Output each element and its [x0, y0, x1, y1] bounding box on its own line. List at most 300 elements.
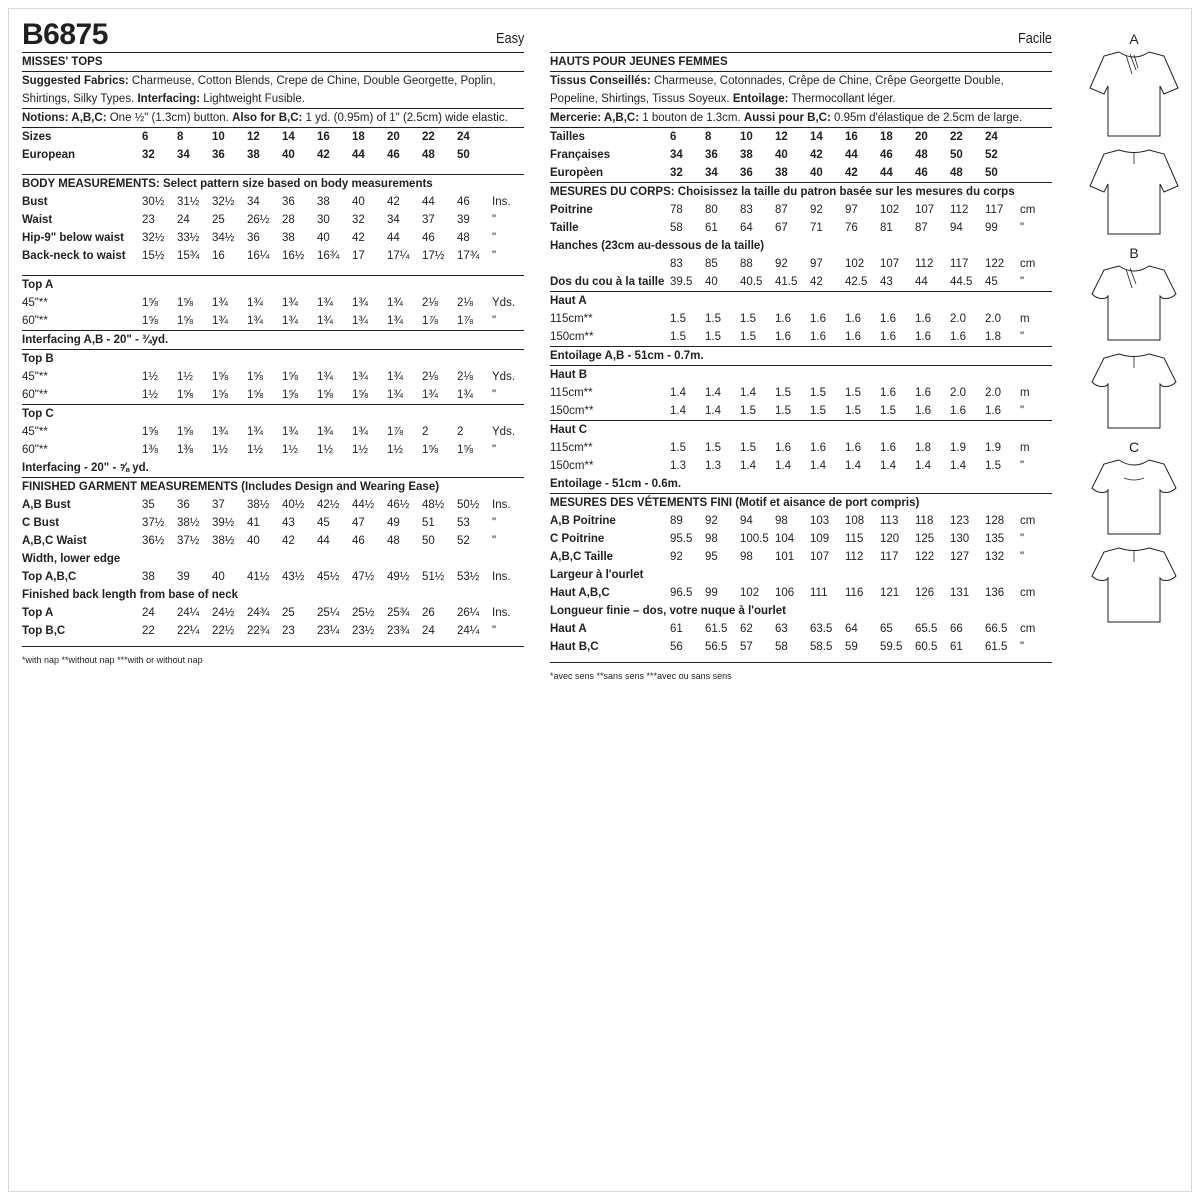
table-cell: 87: [915, 222, 928, 234]
table-cell: 1.6: [880, 387, 896, 399]
table-cell: 28: [282, 214, 295, 226]
row-label: 150cm**: [550, 405, 594, 417]
row-label: A,B Poitrine: [550, 515, 616, 527]
table-cell: 53: [457, 517, 470, 529]
unit-label: ": [1020, 222, 1025, 234]
table-cell: 25¼: [317, 607, 340, 619]
table-row: [550, 548, 1052, 566]
table-row: [22, 211, 524, 229]
table-row: [22, 604, 524, 622]
table-cell: 1½: [247, 444, 263, 456]
row-label: 60"**: [22, 389, 48, 401]
table-cell: 1.6: [845, 313, 861, 325]
hips-label-fr: Hanches (23cm au-dessous de la taille): [550, 240, 765, 252]
row-label: 150cm**: [550, 331, 594, 343]
table-cell: 98: [705, 533, 718, 545]
table-cell: 1¾: [317, 426, 333, 438]
table-cell: 26¼: [457, 607, 480, 619]
top-a-rows: [22, 294, 524, 330]
row-label: Poitrine: [550, 204, 593, 216]
table-cell: 2: [422, 426, 429, 438]
table-cell: 1¾: [352, 371, 368, 383]
unit-label: Ins.: [492, 499, 511, 511]
table-cell: 1.9: [985, 442, 1001, 454]
row-label: Taille: [550, 222, 579, 234]
table-cell: 25: [282, 607, 295, 619]
table-cell: 58: [775, 641, 788, 653]
table-cell: 14: [810, 131, 823, 143]
table-cell: 24: [457, 131, 470, 143]
table-cell: 25½: [352, 607, 375, 619]
table-cell: 34: [387, 214, 400, 226]
table-cell: 6: [142, 131, 149, 143]
table-cell: 60.5: [915, 641, 938, 653]
table-cell: 61: [950, 641, 963, 653]
table-cell: 50: [422, 535, 435, 547]
view-c-letter: C: [1128, 439, 1140, 455]
table-cell: 92: [670, 551, 683, 563]
table-cell: 63.5: [810, 623, 833, 635]
table-row: [550, 439, 1052, 457]
table-cell: 1.6: [950, 331, 966, 343]
table-cell: 107: [810, 551, 830, 563]
row-label: Haut A,B,C: [550, 587, 610, 599]
table-cell: 17½: [422, 250, 445, 262]
row-label: Tailles: [550, 131, 585, 143]
table-cell: 46½: [387, 499, 410, 511]
table-cell: 1.5: [670, 331, 686, 343]
table-cell: 59.5: [880, 641, 903, 653]
top-a-front-sketch: [1086, 48, 1182, 140]
table-cell: 40.5: [740, 276, 763, 288]
table-cell: 1⅝: [142, 426, 158, 438]
table-cell: 1.6: [775, 442, 791, 454]
table-cell: 2⅛: [422, 371, 438, 383]
table-cell: 34: [670, 149, 683, 161]
table-cell: 33½: [177, 232, 200, 244]
table-cell: 67: [775, 222, 788, 234]
table-cell: 26½: [247, 214, 270, 226]
footnote-fr: *avec sens **sans sens ***avec ou sans sens: [550, 671, 732, 681]
table-cell: 34½: [212, 232, 235, 244]
table-cell: 38: [317, 196, 330, 208]
table-cell: 1¾: [212, 297, 228, 309]
table-row: [22, 386, 524, 404]
row-label: Bust: [22, 196, 48, 208]
table-cell: 1⅝: [212, 371, 228, 383]
table-cell: 41: [247, 517, 260, 529]
entoilage-ab: Entoilage A,B - 51cm - 0.7m.: [550, 350, 704, 362]
table-cell: 38: [775, 167, 788, 179]
table-cell: 1.5: [810, 387, 826, 399]
table-cell: 1¾: [387, 315, 403, 327]
table-cell: 18: [352, 131, 365, 143]
table-cell: 41.5: [775, 276, 798, 288]
row-label: C Bust: [22, 517, 60, 529]
table-row: [550, 384, 1052, 402]
table-cell: 47: [352, 517, 365, 529]
table-cell: 1¾: [282, 315, 298, 327]
european-row-fr: [550, 164, 1052, 182]
unit-label: ": [1020, 533, 1025, 545]
table-cell: 1⅞: [457, 315, 473, 327]
top-a-back-sketch: [1086, 146, 1182, 238]
table-cell: 1½: [282, 444, 298, 456]
table-cell: 32½: [142, 232, 165, 244]
table-cell: 103: [810, 515, 830, 527]
table-cell: 25: [212, 214, 225, 226]
table-cell: 1.8: [915, 442, 931, 454]
table-cell: 76: [845, 222, 858, 234]
table-cell: 1.5: [985, 460, 1001, 472]
table-cell: 80: [705, 204, 718, 216]
table-row: [22, 496, 524, 514]
table-cell: 1.9: [950, 442, 966, 454]
row-label: 150cm**: [550, 460, 594, 472]
table-cell: 1.6: [810, 331, 826, 343]
table-cell: 87: [775, 204, 788, 216]
table-cell: 1⅝: [352, 389, 368, 401]
table-row: [22, 294, 524, 312]
table-cell: 40: [317, 232, 330, 244]
table-cell: 23: [142, 214, 155, 226]
table-cell: 61.5: [985, 641, 1008, 653]
table-cell: 62: [740, 623, 753, 635]
table-cell: 1⅝: [282, 389, 298, 401]
table-cell: 1½: [142, 371, 158, 383]
table-cell: 44: [915, 276, 928, 288]
table-cell: 102: [880, 204, 900, 216]
table-cell: 40: [212, 571, 225, 583]
sizes-row: [22, 128, 524, 146]
unit-label: cm: [1020, 587, 1036, 599]
table-cell: 12: [247, 131, 260, 143]
row-label: 115cm**: [550, 313, 593, 325]
table-row: [550, 219, 1052, 237]
view-a-letter: A: [1129, 31, 1139, 47]
table-cell: 46: [387, 149, 400, 161]
table-cell: 38: [282, 232, 295, 244]
table-cell: 50: [985, 167, 998, 179]
table-cell: 83: [670, 258, 683, 270]
top-b-front-sketch: [1086, 262, 1182, 344]
table-cell: 135: [985, 533, 1005, 545]
table-cell: 24¾: [247, 607, 270, 619]
table-cell: 1¾: [457, 389, 473, 401]
table-cell: 112: [845, 551, 864, 563]
fabrics-text-fr: Tissus Conseillés: Charmeuse, Cotonnades, Crêpe de Chine, Crêpe Georgette Double, Popeline, Shirtings, Tissus Soyeux. Entoilage: Thermocollant léger.: [550, 75, 1004, 105]
table-cell: 14: [282, 131, 295, 143]
table-cell: 66.5: [985, 623, 1008, 635]
table-cell: 1½: [142, 389, 158, 401]
table-cell: 22½: [212, 625, 235, 637]
table-cell: 42: [810, 276, 823, 288]
table-cell: 118: [915, 515, 934, 527]
table-cell: 1.6: [915, 387, 931, 399]
table-cell: 40: [810, 167, 823, 179]
unit-label: Ins.: [492, 571, 511, 583]
table-cell: 1.5: [845, 405, 861, 417]
table-cell: 18: [880, 131, 893, 143]
table-cell: 104: [775, 533, 795, 545]
table-cell: 42.5: [845, 276, 868, 288]
table-cell: 35: [142, 499, 155, 511]
sizes-row-fr: [550, 128, 1052, 146]
table-cell: 24: [422, 625, 435, 637]
table-cell: 31½: [177, 196, 200, 208]
table-cell: 38: [740, 149, 753, 161]
table-cell: 22: [950, 131, 963, 143]
table-cell: 39: [177, 571, 190, 583]
top-b-title: Top B: [22, 353, 54, 365]
table-cell: 66: [950, 623, 963, 635]
table-cell: 2.0: [985, 387, 1001, 399]
table-cell: 1⅝: [142, 315, 158, 327]
unit-label: Yds.: [492, 297, 516, 309]
table-cell: 48½: [422, 499, 445, 511]
table-cell: 38: [142, 571, 155, 583]
table-cell: 61: [670, 623, 683, 635]
table-row: [22, 247, 524, 265]
table-cell: 1¾: [387, 371, 403, 383]
body-rows-fr: [550, 201, 1052, 237]
table-cell: 2.0: [950, 387, 966, 399]
table-cell: 16½: [282, 250, 305, 262]
table-cell: 24: [177, 214, 190, 226]
table-cell: 32: [352, 214, 365, 226]
table-cell: 47½: [352, 571, 375, 583]
table-cell: 61.5: [705, 623, 728, 635]
table-cell: 15½: [142, 250, 165, 262]
table-cell: 107: [880, 258, 900, 270]
table-row: [22, 229, 524, 247]
table-cell: 1.4: [950, 460, 966, 472]
table-cell: 1.4: [845, 460, 861, 472]
table-row: [22, 441, 524, 459]
table-cell: 32½: [212, 196, 235, 208]
table-cell: 20: [387, 131, 400, 143]
francaises-row: [550, 146, 1052, 164]
table-cell: 44: [880, 167, 893, 179]
table-cell: 1¾: [422, 389, 438, 401]
table-cell: 122: [985, 258, 1005, 270]
unit-label: ": [492, 535, 497, 547]
table-cell: 96.5: [670, 587, 693, 599]
table-cell: 1⅝: [422, 444, 438, 456]
section-title-fr: HAUTS POUR JEUNES FEMMES: [550, 56, 728, 68]
table-cell: 116: [845, 587, 864, 599]
table-cell: 46: [915, 167, 928, 179]
finished-rows-fr: [550, 512, 1052, 566]
body-rows: [22, 193, 524, 265]
table-cell: 106: [775, 587, 795, 599]
interfacing-ab: Interfacing A,B - 20" - ¾yd.: [22, 334, 169, 346]
table-cell: 36: [282, 196, 295, 208]
table-cell: 1½: [212, 444, 228, 456]
row-label: [550, 255, 670, 273]
table-cell: 92: [810, 204, 823, 216]
table-cell: 1¾: [212, 315, 228, 327]
table-cell: 1.5: [740, 313, 756, 325]
unit-label: ": [492, 444, 497, 456]
table-cell: 44: [317, 535, 330, 547]
table-cell: 1⅝: [247, 371, 263, 383]
table-cell: 36: [705, 149, 718, 161]
table-cell: 97: [845, 204, 858, 216]
row-label: Haut A: [550, 623, 587, 635]
table-cell: 48: [422, 149, 435, 161]
table-cell: 1.5: [705, 313, 721, 325]
table-cell: 1.5: [880, 405, 896, 417]
unit-label: cm: [1020, 515, 1036, 527]
hips-row-fr: [550, 255, 1052, 273]
row-label: A,B,C Waist: [22, 535, 87, 547]
row-label: Back-neck to waist: [22, 250, 126, 262]
table-cell: 50: [457, 149, 470, 161]
table-row: [22, 368, 524, 386]
table-cell: 1.5: [740, 331, 756, 343]
unit-label: ": [1020, 331, 1025, 343]
row-label: 60"**: [22, 444, 48, 456]
table-cell: 16: [212, 250, 225, 262]
table-cell: 37: [212, 499, 225, 511]
table-row: [22, 312, 524, 330]
table-cell: 1⅝: [282, 371, 298, 383]
unit-label: m: [1020, 313, 1030, 325]
table-cell: 63: [775, 623, 788, 635]
table-cell: 46: [457, 196, 470, 208]
table-cell: 45½: [317, 571, 340, 583]
table-cell: 42: [317, 149, 330, 161]
table-cell: 1.6: [810, 442, 826, 454]
table-cell: 81: [880, 222, 893, 234]
unit-label: ": [492, 625, 497, 637]
table-cell: 64: [845, 623, 858, 635]
table-cell: 44: [422, 196, 435, 208]
table-cell: 2⅛: [457, 371, 473, 383]
table-cell: 42½: [317, 499, 340, 511]
table-cell: 34: [705, 167, 718, 179]
haut-a-title: Haut A: [550, 295, 587, 307]
table-cell: 71: [810, 222, 823, 234]
table-cell: 26: [422, 607, 435, 619]
table-cell: 113: [880, 515, 899, 527]
table-cell: 1⅞: [387, 426, 403, 438]
table-row: [550, 530, 1052, 548]
table-cell: 131: [950, 587, 970, 599]
table-cell: 108: [845, 515, 865, 527]
table-cell: 1.4: [705, 405, 721, 417]
interfacing-c: Interfacing - 20" - ⅝ yd.: [22, 462, 149, 474]
table-cell: 1¾: [352, 426, 368, 438]
table-cell: 38½: [247, 499, 270, 511]
table-cell: 12: [775, 131, 788, 143]
table-cell: 24: [142, 607, 155, 619]
table-cell: 94: [740, 515, 753, 527]
table-cell: 37: [422, 214, 435, 226]
table-cell: 132: [985, 551, 1005, 563]
unit-label: ": [1020, 405, 1025, 417]
table-cell: 44½: [352, 499, 375, 511]
table-row: [550, 402, 1052, 420]
table-cell: 36: [212, 149, 225, 161]
table-cell: 2⅛: [422, 297, 438, 309]
table-cell: 97: [810, 258, 823, 270]
table-cell: 50½: [457, 499, 480, 511]
table-cell: 2.0: [985, 313, 1001, 325]
table-cell: 44: [387, 232, 400, 244]
table-cell: 40: [282, 149, 295, 161]
top-c-title: Top C: [22, 408, 54, 420]
top-c-back-sketch: [1086, 544, 1182, 626]
table-cell: 111: [810, 587, 828, 599]
table-row: [550, 328, 1052, 346]
table-cell: 23¾: [387, 625, 410, 637]
haut-a-rows: [550, 310, 1052, 346]
row-label: Top B,C: [22, 625, 66, 637]
back-row-fr: [550, 273, 1052, 291]
table-cell: 85: [705, 258, 718, 270]
table-cell: 32: [142, 149, 155, 161]
table-cell: 40: [775, 149, 788, 161]
table-cell: 1¾: [247, 297, 263, 309]
table-cell: 123: [950, 515, 970, 527]
finished-title: FINISHED GARMENT MEASUREMENTS (Includes Design and Wearing Ease): [22, 481, 440, 493]
unit-label: Yds.: [492, 371, 516, 383]
table-cell: 83: [740, 204, 753, 216]
table-cell: 1¾: [282, 297, 298, 309]
table-cell: 57: [740, 641, 753, 653]
table-cell: 1⅝: [142, 297, 158, 309]
top-c-rows: [22, 423, 524, 459]
table-cell: 1.6: [845, 331, 861, 343]
unit-label: m: [1020, 442, 1030, 454]
table-cell: 78: [670, 204, 683, 216]
table-cell: 51: [422, 517, 435, 529]
row-label: European: [22, 149, 76, 161]
table-cell: 59: [845, 641, 858, 653]
row-label: 45"**: [22, 371, 48, 383]
table-cell: 1⅝: [177, 297, 193, 309]
notions-text: Notions: A,B,C: One ½" (1.3cm) button. Also for B,C: 1 yd. (0.95m) of 1" (2.5cm) wide elastic.: [22, 112, 508, 124]
length-rows-fr: [550, 620, 1052, 656]
table-cell: 16¼: [247, 250, 270, 262]
unit-label: ": [1020, 460, 1025, 472]
unit-label: ": [492, 214, 497, 226]
table-cell: 1¾: [387, 297, 403, 309]
table-cell: 1.6: [915, 331, 931, 343]
table-cell: 1.3: [705, 460, 721, 472]
table-cell: 22: [142, 625, 155, 637]
table-cell: 58: [670, 222, 683, 234]
table-cell: 8: [705, 131, 712, 143]
table-cell: 39½: [212, 517, 235, 529]
table-cell: 112: [915, 258, 934, 270]
table-cell: 53½: [457, 571, 480, 583]
table-cell: 65.5: [915, 623, 938, 635]
top-b-back-sketch: [1086, 350, 1182, 432]
table-cell: 6: [670, 131, 677, 143]
table-cell: 24¼: [457, 625, 480, 637]
table-cell: 1.5: [775, 405, 791, 417]
table-row: [22, 532, 524, 550]
table-cell: 1⅜: [177, 444, 193, 456]
row-label: A,B Bust: [22, 499, 71, 511]
table-cell: 92: [705, 515, 718, 527]
table-cell: 1¾: [317, 315, 333, 327]
table-cell: 1.5: [740, 442, 756, 454]
table-cell: 1⅝: [317, 389, 333, 401]
